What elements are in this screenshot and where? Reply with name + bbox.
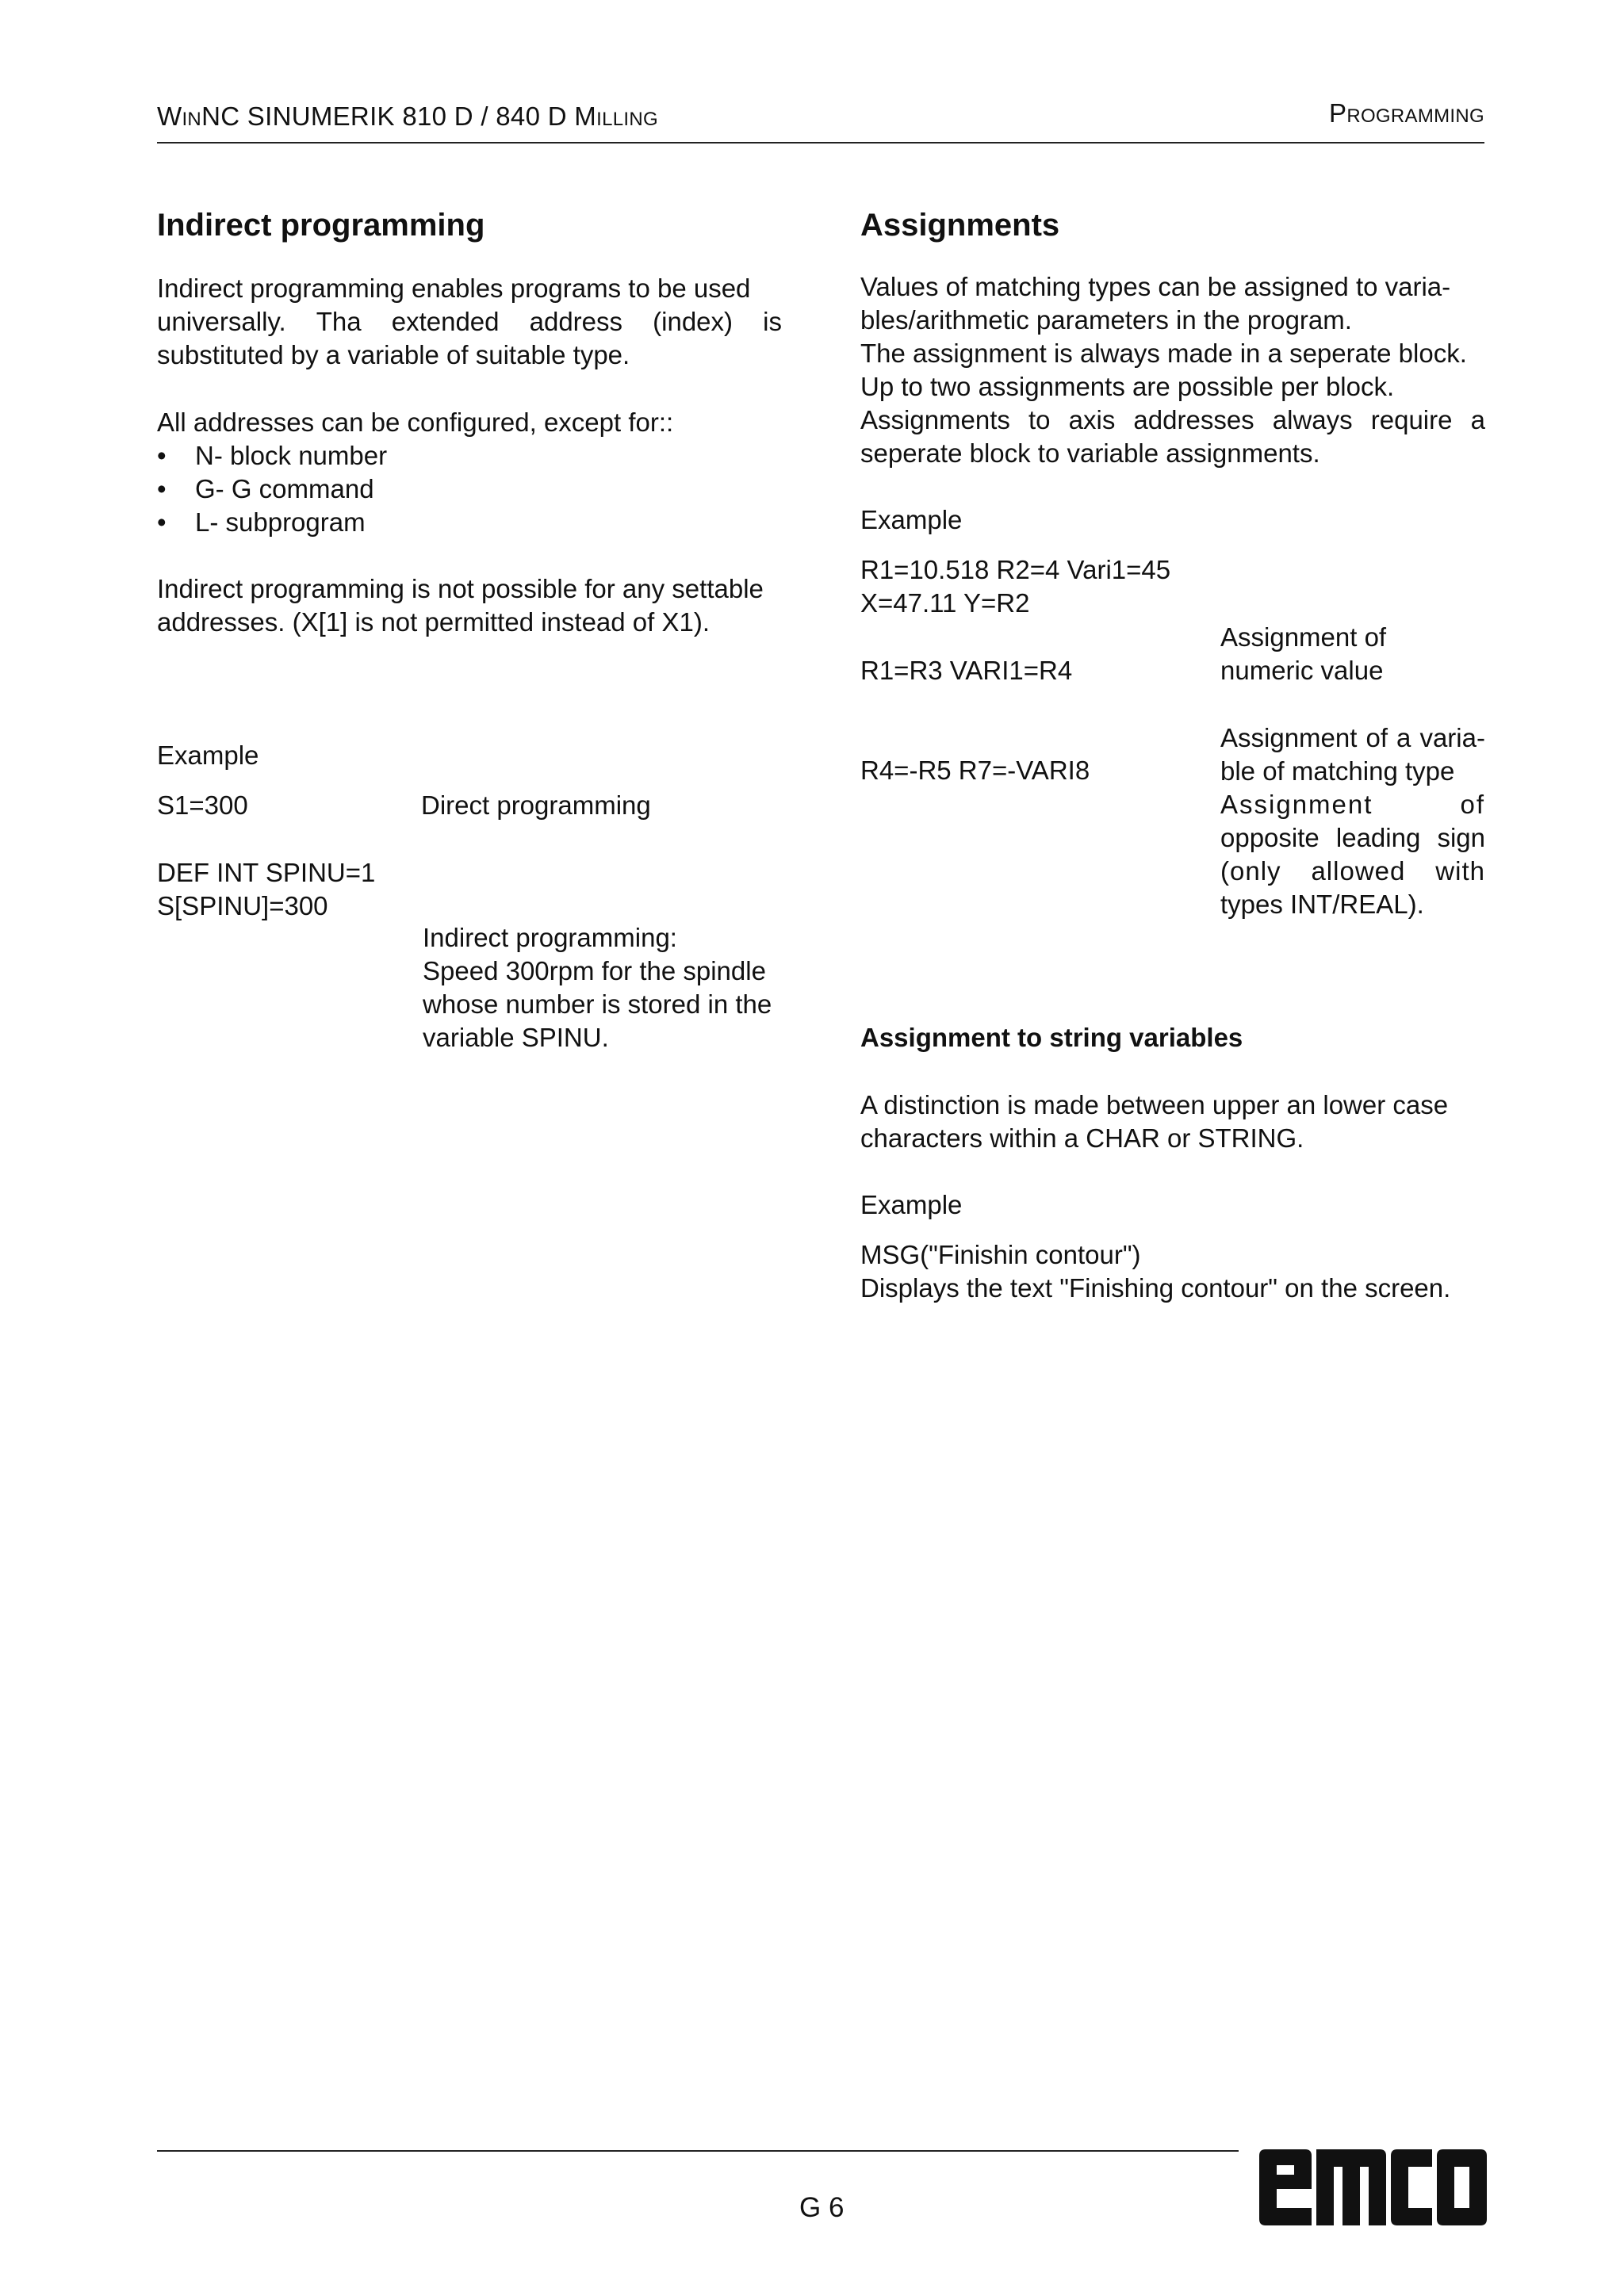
string-desc: Displays the text "Finishing contour" on the screen. xyxy=(860,1273,1451,1303)
text-line: Indirect programming: xyxy=(423,923,677,952)
example-desc-numeric xyxy=(1220,621,1386,687)
text-line xyxy=(1220,721,1485,755)
text-line: bles/arithmetic parameters in the program. xyxy=(860,305,1352,335)
list-item-text: G- G command xyxy=(195,474,374,503)
text-line: Indirect programming is not possible for any settable xyxy=(157,574,764,603)
example-code-direct: S1=300 xyxy=(157,790,248,820)
word: with xyxy=(1435,856,1485,886)
header-w: W xyxy=(157,101,182,131)
list-item-text: N- block number xyxy=(195,441,388,470)
code-line: DEF INT SPINU=1 xyxy=(157,858,376,887)
word: of xyxy=(1460,790,1485,819)
word: is xyxy=(763,307,782,336)
list-item xyxy=(157,506,387,539)
example-code-indirect xyxy=(157,856,375,923)
example-desc-indirect xyxy=(423,921,772,1054)
word: (only xyxy=(1220,856,1281,886)
emco-logo xyxy=(1259,2149,1487,2225)
word: to xyxy=(1028,405,1051,434)
string-paragraph xyxy=(860,1089,1448,1155)
indirect-intro-paragraph xyxy=(157,272,782,372)
text-line: seperate block to variable assignments. xyxy=(860,438,1320,468)
text-line: Speed 300rpm for the spindle xyxy=(423,956,766,985)
example-label: Example xyxy=(860,505,963,534)
exception-list xyxy=(157,439,387,539)
example-desc-sign xyxy=(1220,721,1485,921)
bullet-icon: • xyxy=(157,507,167,537)
word: Assignment xyxy=(1220,723,1358,752)
indirect-note xyxy=(157,572,764,639)
word: always xyxy=(1272,405,1353,434)
text-line: The assignment is always made in a seperate block. xyxy=(860,339,1467,368)
text-line: types INT/REAL). xyxy=(1220,890,1424,919)
list-item xyxy=(157,473,387,506)
header-in: IN xyxy=(182,109,202,130)
text-line: whose number is stored in the xyxy=(423,989,772,1019)
word: address xyxy=(529,307,623,336)
text-line xyxy=(1220,855,1485,888)
text-line: Indirect programming enables programs to be used xyxy=(157,274,751,303)
footer-rule xyxy=(157,2150,1239,2152)
header-illing: ILLING xyxy=(596,109,658,130)
config-intro: All addresses can be configured, except for:: xyxy=(157,408,674,437)
code-line: X=47.11 Y=R2 xyxy=(860,588,1030,618)
string-code: MSG("Finishin contour") xyxy=(860,1240,1141,1269)
bullet-icon: • xyxy=(157,474,167,503)
example-label: Example xyxy=(157,740,259,770)
text-line: characters within a CHAR or STRING. xyxy=(860,1123,1304,1153)
code-line: S[SPINU]=300 xyxy=(157,891,328,920)
text-line xyxy=(1220,821,1485,855)
assignments-intro-paragraph xyxy=(860,270,1485,470)
text-line: numeric value xyxy=(1220,656,1384,685)
word: (index) xyxy=(653,307,733,336)
bullet-icon: • xyxy=(157,441,167,470)
word: universally. xyxy=(157,307,286,336)
word: extended xyxy=(391,307,500,336)
word: a xyxy=(1470,405,1485,434)
section-title-indirect: Indirect programming xyxy=(157,208,485,243)
example-code-assign xyxy=(860,553,1170,620)
header-p: P xyxy=(1329,98,1347,128)
text-line: ble of matching type xyxy=(1220,756,1455,786)
word: allowed xyxy=(1311,856,1406,886)
example-code-numeric: R1=R3 VARI1=R4 xyxy=(860,656,1073,685)
header-main: NC SINUMERIK 810 D / 840 D M xyxy=(201,101,597,131)
word: opposite xyxy=(1220,823,1320,852)
word: Assignments xyxy=(860,405,1010,434)
example-desc-direct: Direct programming xyxy=(421,790,651,820)
word: a xyxy=(1396,723,1411,752)
word: leading xyxy=(1335,823,1421,852)
section-title-assignments: Assignments xyxy=(860,208,1060,243)
word: sign xyxy=(1437,823,1485,852)
example-code-sign: R4=-R5 R7=-VARI8 xyxy=(860,756,1090,785)
word: Assignment xyxy=(1220,790,1373,819)
running-header-section xyxy=(1329,98,1484,128)
text-line: addresses. (X[1] is not permitted instead of X1). xyxy=(157,607,710,637)
text-line: A distinction is made between upper an lower case xyxy=(860,1090,1449,1119)
text-line: Assignment of xyxy=(1220,622,1387,652)
page-number: G 6 xyxy=(799,2192,845,2223)
word: varia- xyxy=(1419,723,1485,752)
header-rule xyxy=(157,142,1484,144)
word: Tha xyxy=(316,307,362,336)
word: addresses xyxy=(1133,405,1254,434)
word: axis xyxy=(1068,405,1116,434)
word: of xyxy=(1365,723,1388,752)
list-item-text: L- subprogram xyxy=(195,507,366,537)
text-line: Values of matching types can be assigned to varia- xyxy=(860,272,1451,301)
text-line xyxy=(860,404,1485,437)
header-rogramming: ROGRAMMING xyxy=(1346,105,1484,127)
text-line: substituted by a variable of suitable type. xyxy=(157,340,630,369)
word: require xyxy=(1370,405,1453,434)
text-line xyxy=(157,305,782,339)
list-item xyxy=(157,439,387,473)
text-line xyxy=(1220,788,1485,821)
subsection-title-string: Assignment to string variables xyxy=(860,1023,1243,1052)
example-label: Example xyxy=(860,1190,963,1219)
text-line: variable SPINU. xyxy=(423,1023,609,1052)
code-line: R1=10.518 R2=4 Vari1=45 xyxy=(860,555,1171,584)
running-header-title xyxy=(157,101,658,132)
text-line: Up to two assignments are possible per block. xyxy=(860,372,1395,401)
